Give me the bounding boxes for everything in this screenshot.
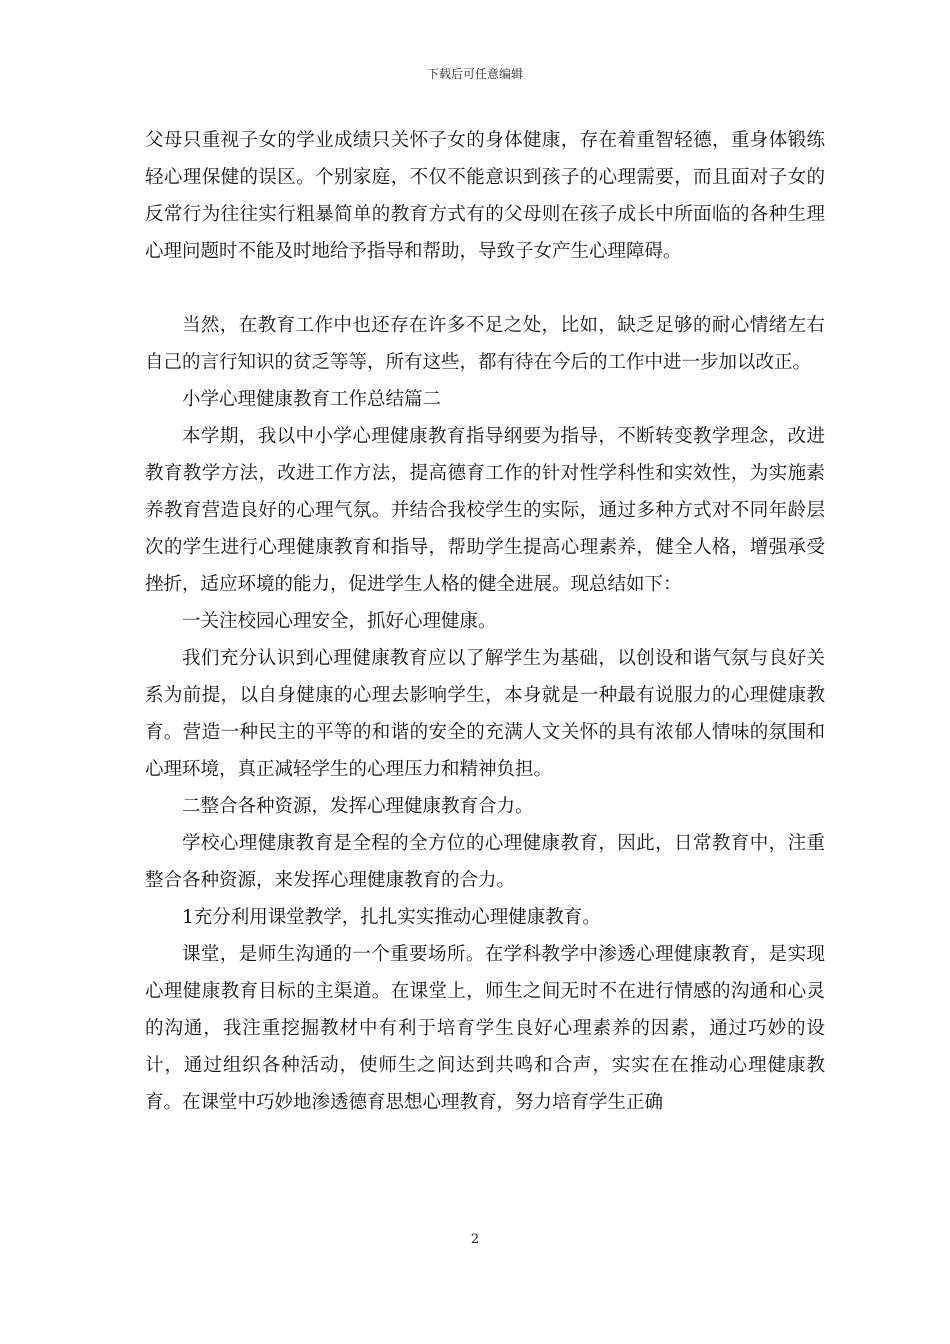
page-header: 下载后可任意编辑 (426, 67, 523, 81)
document-body (145, 122, 825, 1121)
section-heading: 一关注校园心理安全，抓好心理健康。 (182, 611, 497, 632)
subsection-heading: 1充分利用课堂教学，扎扎实实推动心理健康教育。 (182, 907, 601, 928)
section-heading: 二整合各种资源，发挥心理健康教育合力。 (182, 796, 534, 817)
paragraph-gap (145, 270, 825, 307)
paragraph: 当然，在教育工作中也还存在许多不足之处，比如，缺乏足够的耐心情绪左右自己的言行知识的贫乏等等，所有这些，都有待在今后的工作中进一步加以改正。 (145, 315, 825, 373)
paragraph: 学校心理健康教育是全程的全方位的心理健康教育，因此，日常教育中，注重整合各种资源，来发挥心理健康教育的合力。 (145, 833, 825, 891)
paragraph: 我们充分认识到心理健康教育应以了解学生为基础，以创设和谐气氛与良好关系为前提，以自身健康的心理去影响学生，本身就是一种最有说服力的心理健康教育。营造一种民主的平等的和谐的安全的充满人文关怀的具有浓郁人情味的氛围和心理环境，真正减轻学生的心理压力和精神负担。 (145, 648, 825, 780)
paragraph-continued: 父母只重视子女的学业成绩只关怀子女的身体健康，存在着重智轻德，重身体锻练轻心理保健的误区。个别家庭，不仅不能意识到孩子的心理需要，而且面对子女的反常行为往往实行粗暴简单的教育方式有的父母则在孩子成长中所面临的各种生理心理问题时不能及时地给予指导和帮助，导致子女产生心理障碍。 (145, 130, 825, 262)
paragraph: 本学期，我以中小学心理健康教育指导纲要为指导，不断转变教学理念，改进教育教学方法，改进工作方法，提高德育工作的针对性学科性和实效性，为实施素养教育营造良好的心理气氛。并结合我校学生的实际，通过多种方式对不同年龄层次的学生进行心理健康教育和指导，帮助学生提高心理素养，健全人格，增强承受挫折，适应环境的能力，促进学生人格的健全进展。现总结如下： (145, 426, 825, 595)
section-title: 小学心理健康教育工作总结篇二 (182, 389, 442, 410)
page-number: 2 (470, 1232, 480, 1247)
paragraph: 课堂，是师生沟通的一个重要场所。在学科教学中渗透心理健康教育，是实现心理健康教育目标的主渠道。在课堂上，师生之间无时不在进行情感的沟通和心灵的沟通，我注重挖掘教材中有利于培育学生良好心理素养的因素，通过巧妙的设计，通过组织各种活动，使师生之间达到共鸣和合声，实实在在推动心理健康教育。在课堂中巧妙地渗透德育思想心理教育，努力培育学生正确 (145, 944, 825, 1113)
